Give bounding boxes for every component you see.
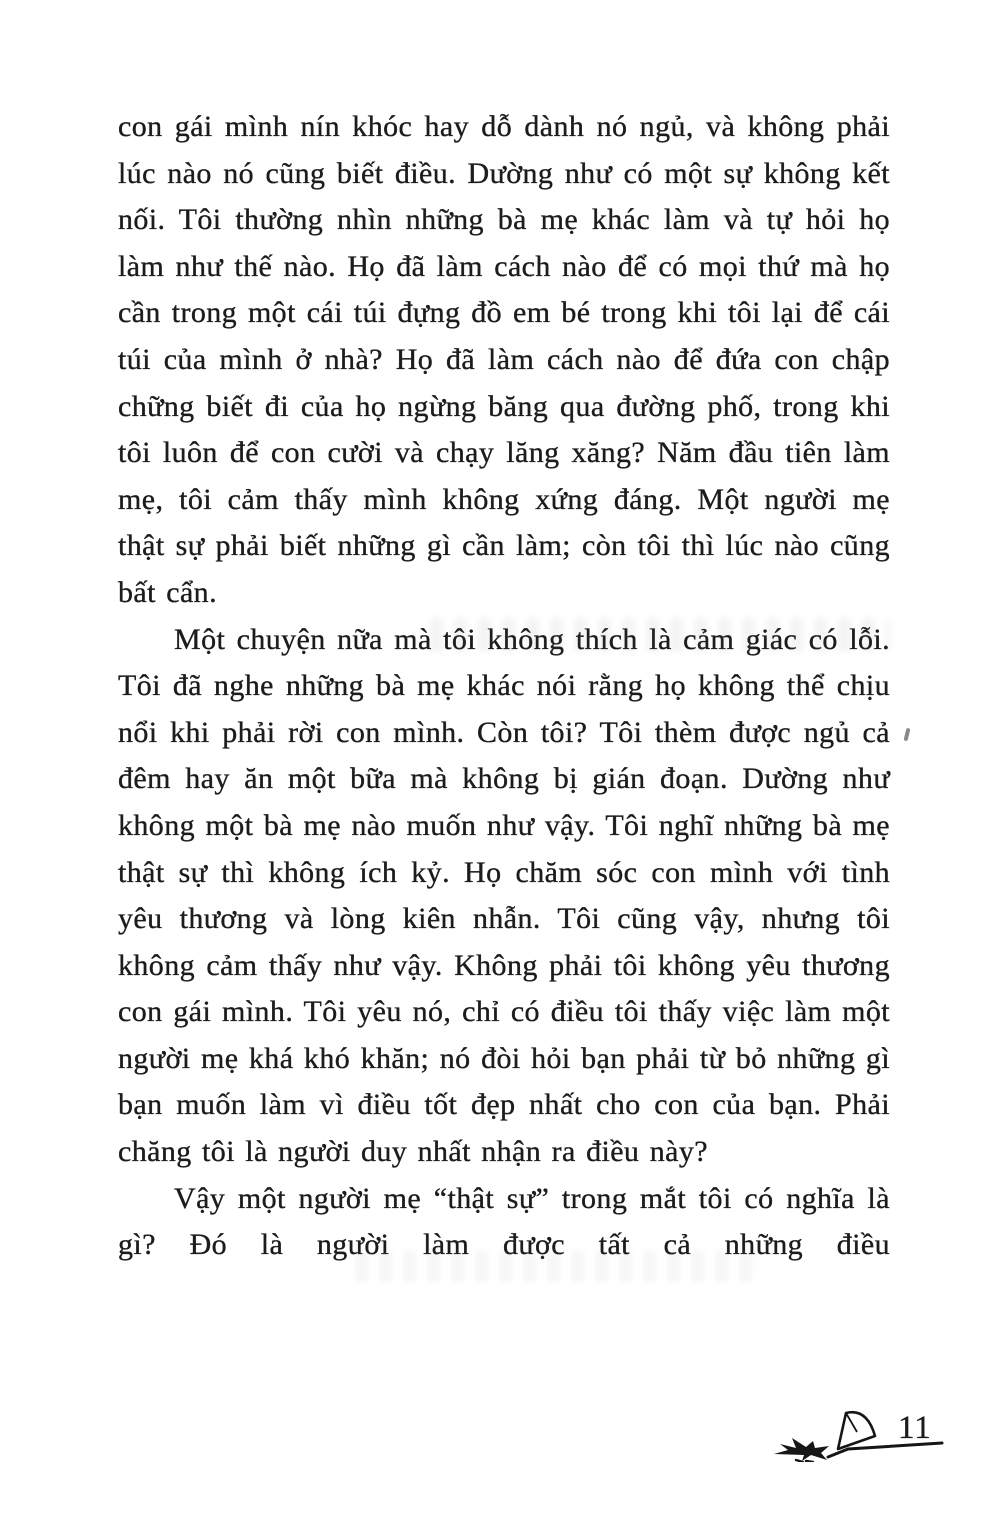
- bleed-through-artifact: [355, 1250, 755, 1282]
- page-footer: [768, 1410, 968, 1470]
- bleed-through-artifact: [430, 618, 890, 652]
- scan-speck: [903, 728, 910, 742]
- paragraph-1: con gái mình nín khóc hay dỗ dành nó ngủ, và không phải lúc nào nó cũng biết điều. Dường như có một sự không kết nối. Tôi thường nhìn những bà mẹ khác làm và tự hỏi họ làm như thế nào. Họ đã làm cách nào để có mọi thứ mà họ cần trong một cái túi đựng đồ em bé trong khi tôi lại để cái túi của mình ở nhà? Họ đã làm cách nào để đứa con chập chững biết đi của họ ngừng băng qua đường phố, trong khi tôi luôn để con cười và chạy lăng xăng? Năm đầu tiên làm mẹ, tôi cảm thấy mình không xứng đáng. Một người mẹ thật sự phải biết những gì cần làm; còn tôi thì lúc nào cũng bất cẩn.: [118, 110, 890, 609]
- body-text: [118, 104, 890, 1269]
- paragraph-2: Một chuyện nữa mà tôi không thích là cảm giác có lỗi. Tôi đã nghe những bà mẹ khác nói rằng họ không thể chịu nổi khi phải rời con mình. Còn tôi? Tôi thèm được ngủ cả đêm hay ăn một bữa mà không bị gián đoạn. Dường như không một bà mẹ nào muốn như vậy. Tôi nghĩ những bà mẹ thật sự thì không ích kỷ. Họ chăm sóc con mình với tình yêu thương và lòng kiên nhẫn. Tôi cũng vậy, nhưng tôi không cảm thấy như vậy. Không phải tôi không yêu thương con gái mình. Tôi yêu nó, chỉ có điều tôi thấy việc làm một người mẹ khá khó khăn; nó đòi hỏi bạn phải từ bỏ những gì bạn muốn làm vì điều tốt đẹp nhất cho con của bạn. Phải chăng tôi là người duy nhất nhận ra điều này?: [118, 622, 890, 1169]
- paragraph-3: Vậy một người mẹ “thật sự” trong mắt tôi có nghĩa là gì? Đó là người làm được tất cả những điều: [118, 1181, 890, 1262]
- page-number: 11: [898, 1410, 932, 1446]
